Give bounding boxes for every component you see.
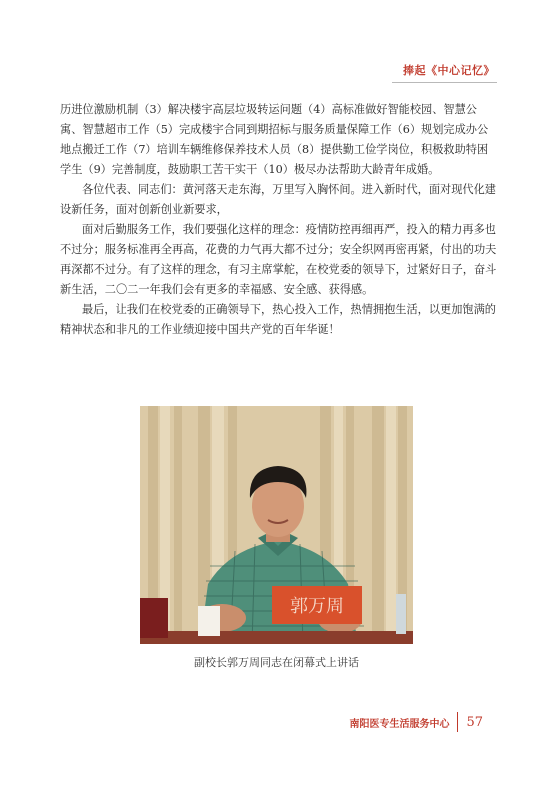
speaker-photo-image [140, 406, 413, 644]
body-text [60, 100, 497, 340]
header-title: 捧起《中心记忆》 [403, 64, 495, 77]
paragraph-2: 各位代表、同志们：黄河落天走东海，万里写入胸怀间。进入新时代，面对现代化建设新任务，面对创新创业新要求， [60, 183, 496, 216]
nameplate-text: 郭万周 [290, 596, 344, 617]
footer-name: 南阳医专生活服务中心 [349, 718, 450, 730]
page-footer [349, 712, 483, 732]
speaker-photo [140, 406, 413, 644]
footer-separator [457, 712, 458, 732]
paragraph-3: 面对后勤服务工作，我们要强化这样的理念：疫情防控再细再严，投入的精力再多也不过分；服务标准再全再高，花费的力气再大都不过分；安全织网再密再紧，付出的功夫再深都不过分。有了这样的理念，有习主席掌舵，在校党委的领导下，过紧好日子，奋斗新生活，二〇二一年我们会有更多的幸福感、安全感、获得感。 [60, 223, 497, 296]
header-rule [392, 82, 497, 83]
page-number: 57 [466, 714, 483, 730]
paragraph-1: 历进位激励机制（3）解决楼宇高层垃圾转运问题（4）高标准做好智能校园、智慧公寓、智慧超市工作（5）完成楼宇合同到期招标与服务质量保障工作（6）规划完成办公地点搬迁工作（7）培训车辆维修保养技术人员（8）提供勤工俭学岗位，积极救助特困学生（9）完善制度，鼓励职工苦干实干（10）极尽办法帮助大龄青年成婚。 [60, 103, 489, 176]
paragraph-4: 最后，让我们在校党委的正确领导下，热心投入工作，热情拥抱生活，以更加饱满的精神状态和非凡的工作业绩迎接中国共产党的百年华诞！ [60, 303, 496, 336]
photo-caption: 副校长郭万周同志在闭幕式上讲话 [194, 656, 359, 669]
